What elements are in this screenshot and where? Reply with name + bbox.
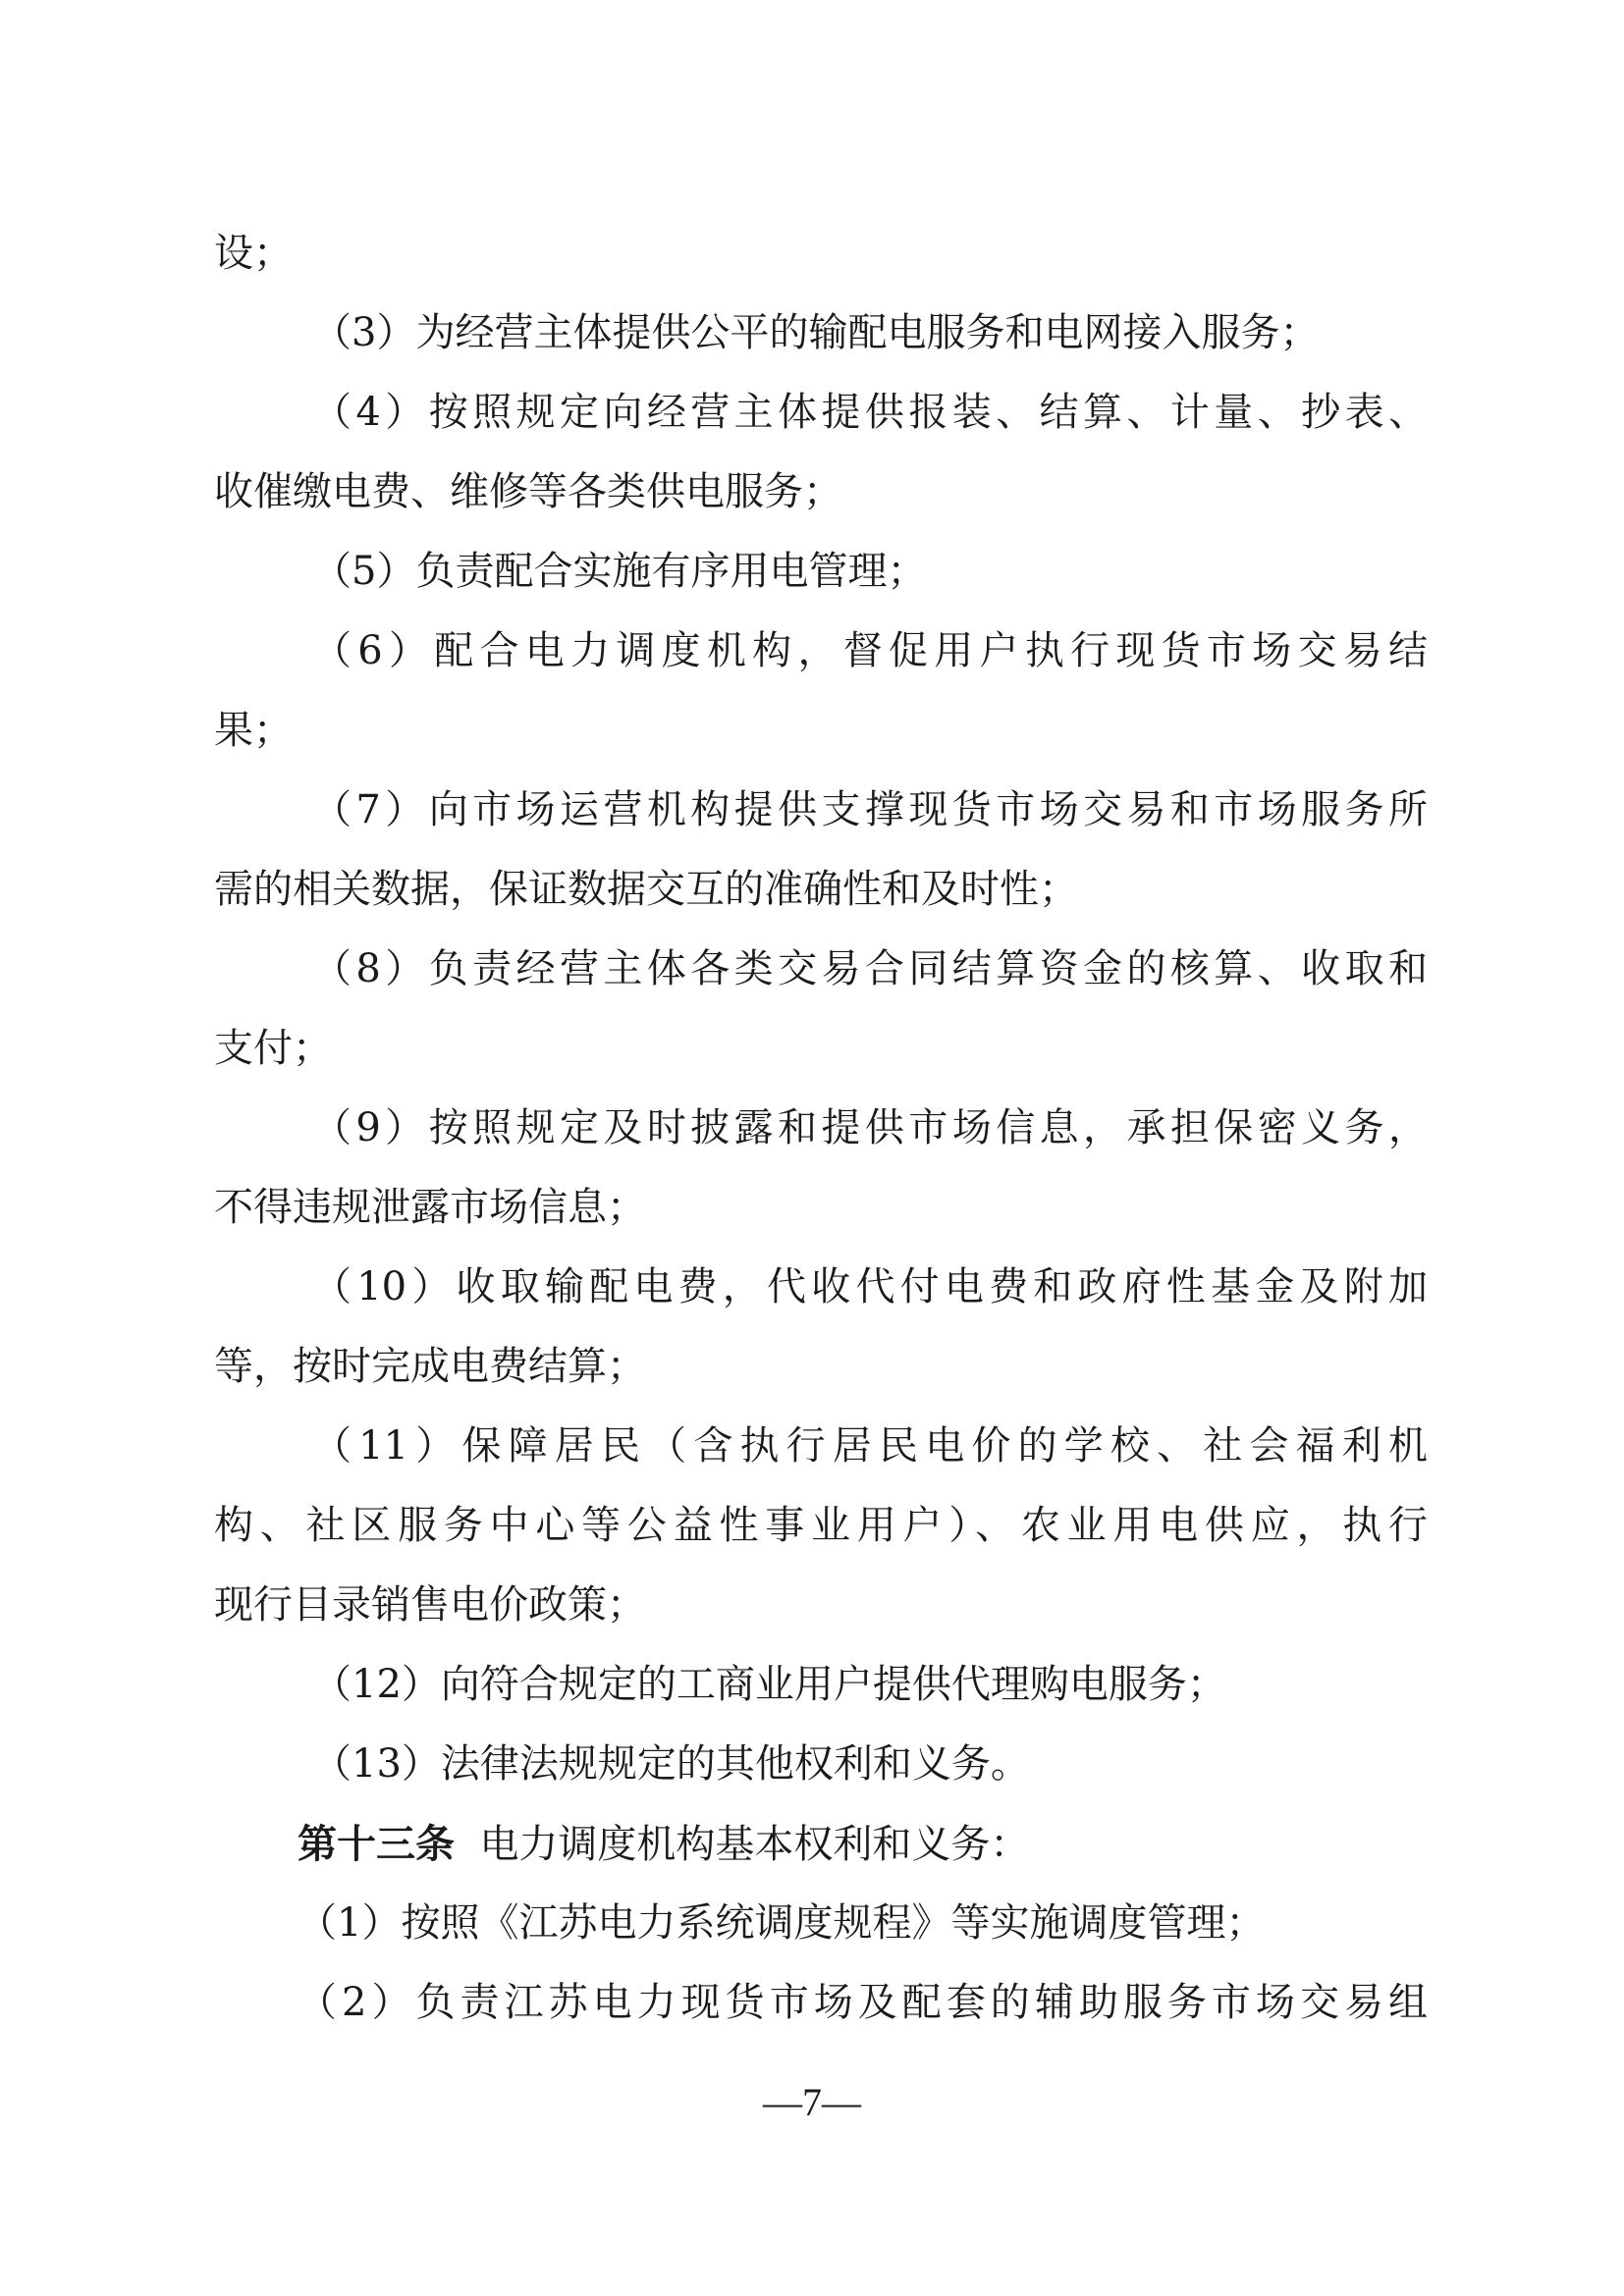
article-line (214, 1804, 1428, 1884)
text-line: （5）负责配合实施有序用电管理； (312, 549, 927, 594)
page-body (214, 214, 1428, 2043)
text-line: （7）向市场运营机构提供支撑现货市场交易和市场服务所 (312, 787, 1428, 832)
text-line: 不得违规泄露市场信息； (214, 1185, 646, 1230)
text-line: （12）向符合规定的工商业用户提供代理购电服务； (312, 1662, 1226, 1707)
article-heading: 第十三条 (298, 1821, 455, 1867)
article-text: 电力调度机构基本权利和义务： (479, 1822, 1030, 1867)
text-line: （6）配合电力调度机构，督促用户执行现货市场交易结 (312, 628, 1428, 673)
text-line: 果； (214, 708, 293, 753)
text-line: （13）法律法规规定的其他权利和义务。 (312, 1741, 1030, 1787)
page-number: —7— (763, 2080, 861, 2124)
text-line: （2）负责江苏电力现货市场及配套的辅助服务市场交易组 (298, 1980, 1428, 2025)
text-line: 设； (214, 231, 293, 276)
text-line: 现行目录销售电价政策； (214, 1582, 646, 1628)
text-line: （9）按照规定及时披露和提供市场信息，承担保密义务， (312, 1105, 1428, 1150)
text-line: （10）收取输配电费，代收代付电费和政府性基金及附加 (312, 1264, 1428, 1309)
text-line: （8）负责经营主体各类交易合同结算资金的核算、收取和 (312, 946, 1428, 991)
text-line: 等，按时完成电费结算； (214, 1344, 646, 1389)
text-line: 收催缴电费、维修等各类供电服务； (214, 469, 842, 514)
text-line: 构、社区服务中心等公益性事业用户）、农业用电供应，执行 (214, 1503, 1428, 1548)
text-line: 支付； (214, 1026, 332, 1071)
text-line: 需的相关数据，保证数据交互的准确性和及时性； (214, 867, 1078, 912)
text-line: （4）按照规定向经营主体提供报装、结算、计量、抄表、 (312, 390, 1428, 435)
text-line: （3）为经营主体提供公平的输配电服务和电网接入服务； (312, 310, 1320, 355)
text-line: （1）按照《江苏电力系统调度规程》等实施调度管理； (298, 1900, 1266, 1946)
text-line: （11）保障居民（含执行居民电价的学校、社会福利机 (312, 1423, 1428, 1468)
